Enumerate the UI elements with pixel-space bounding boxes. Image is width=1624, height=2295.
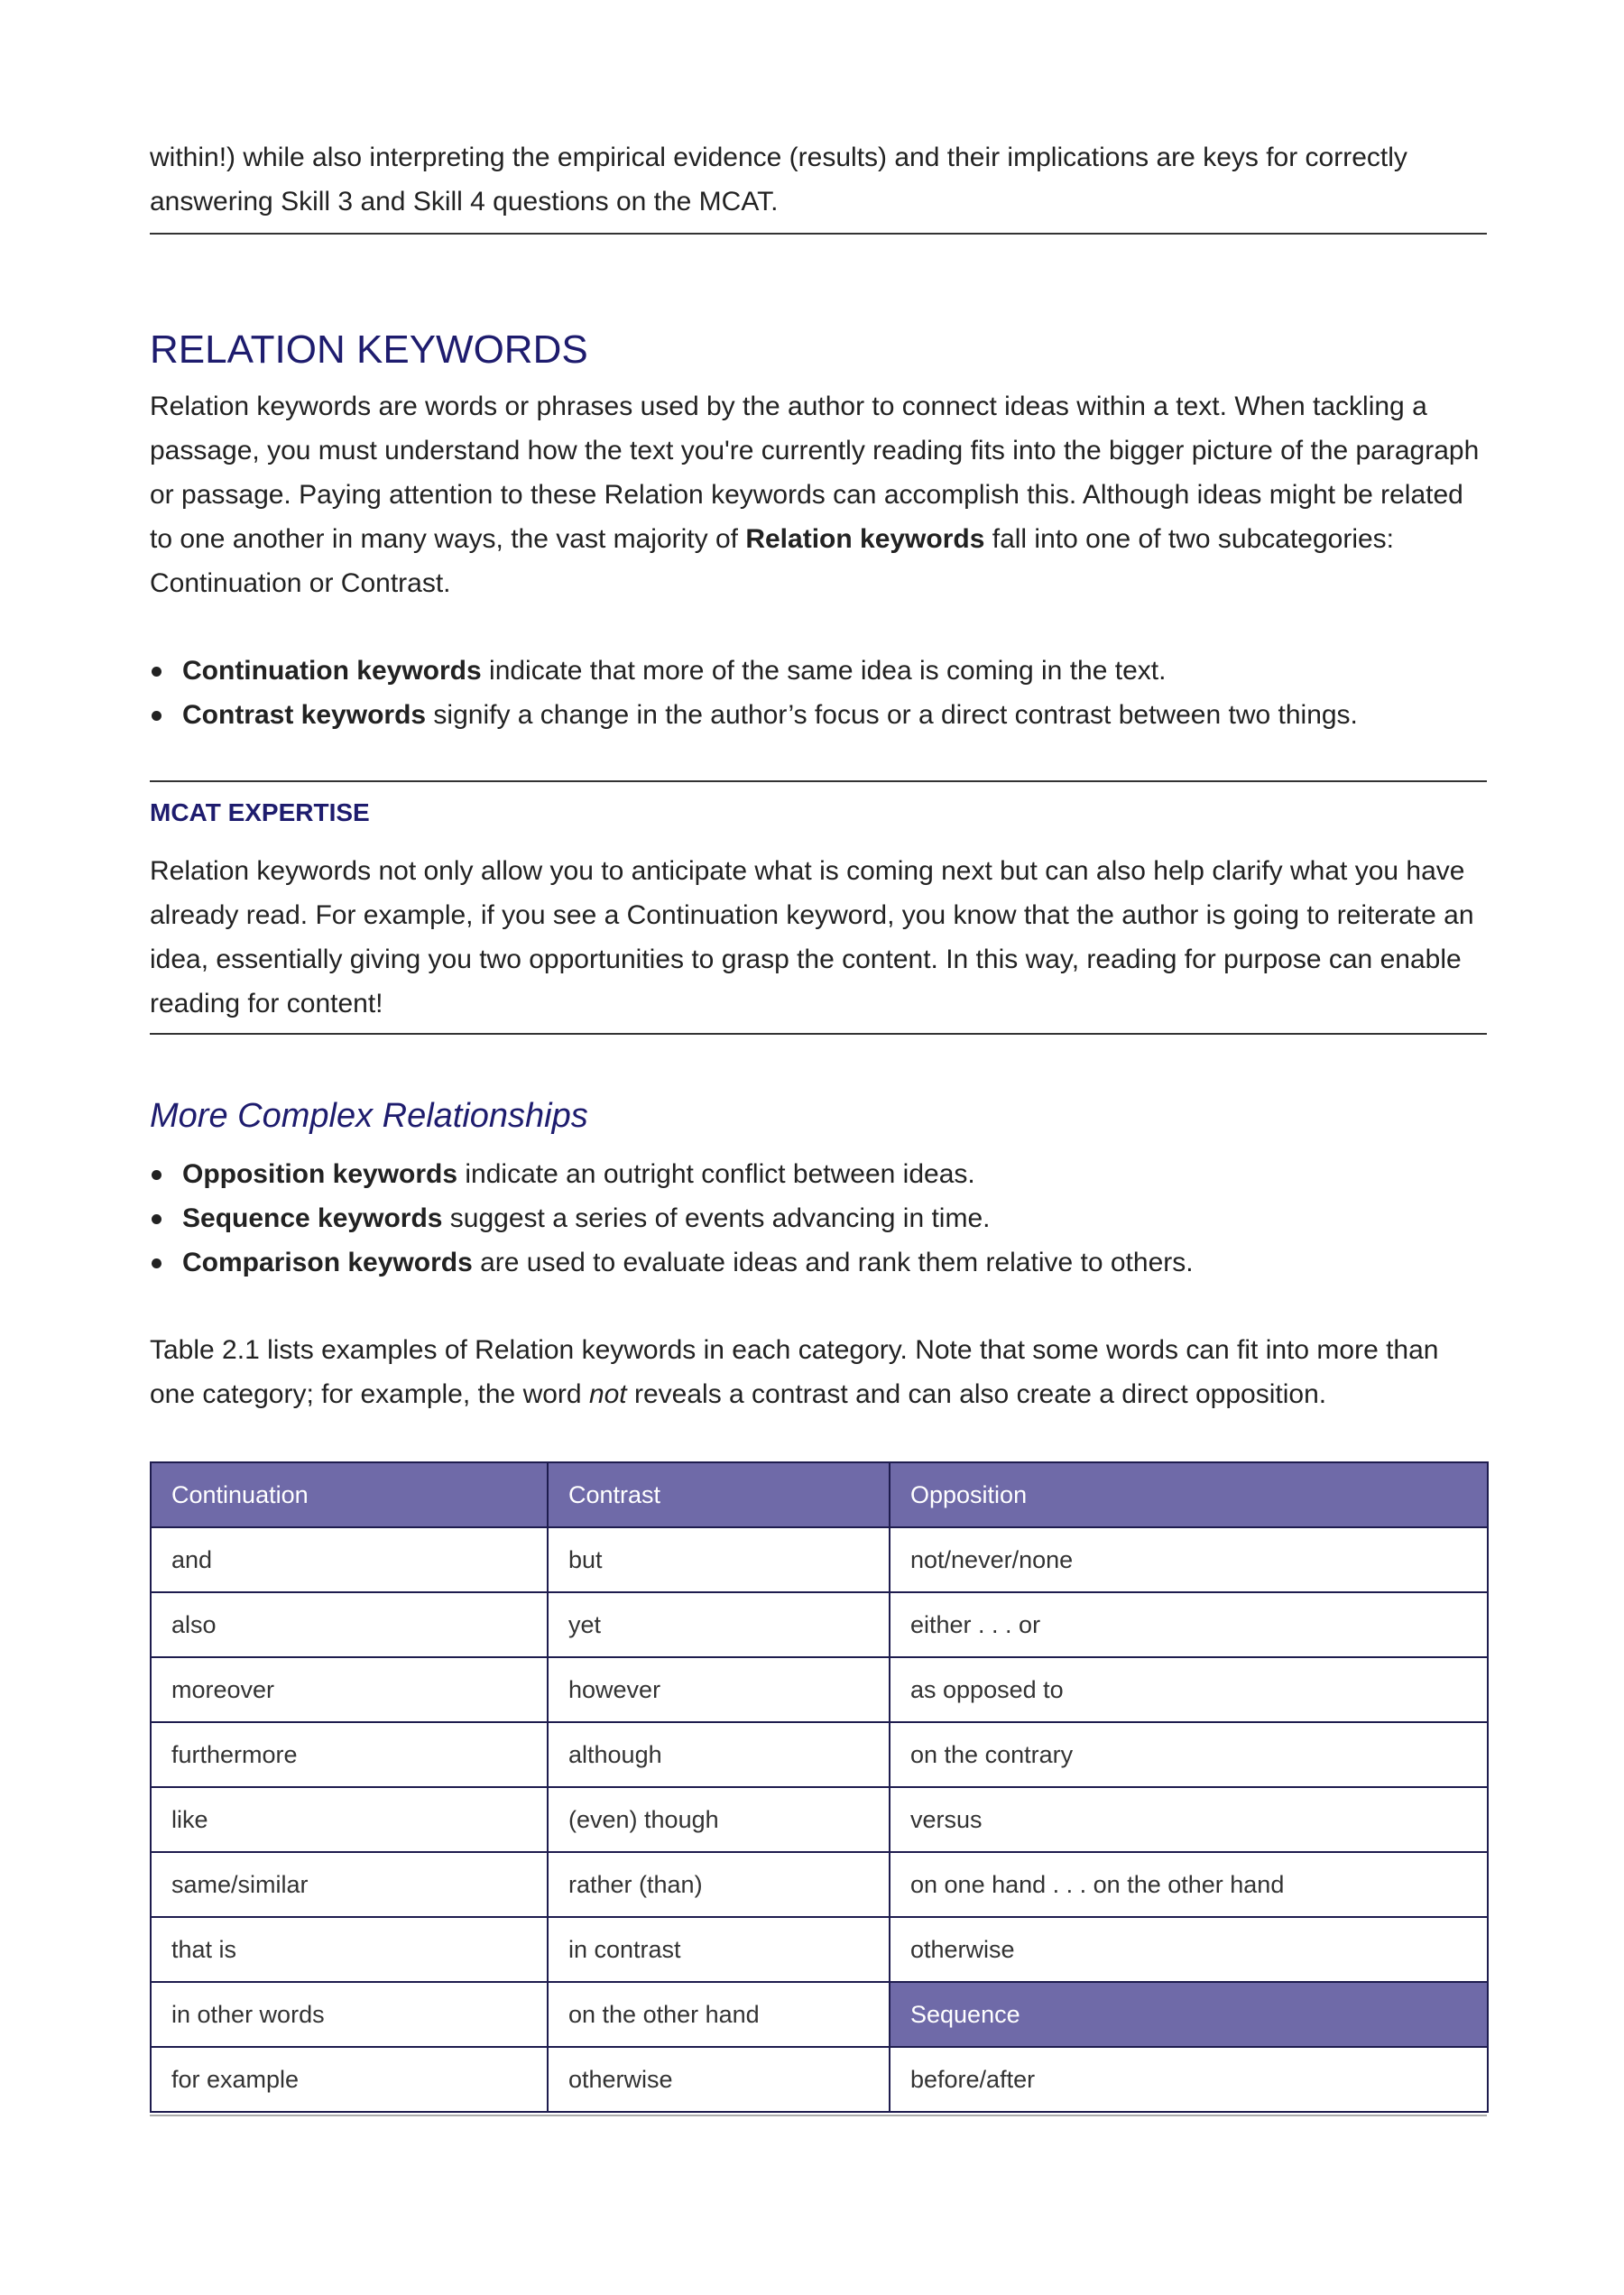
table-header-cell: Contrast [548, 1462, 890, 1527]
expertise-paragraph: Relation keywords not only allow you to anticipate what is coming next but can also help clarify what you have already read. For example, if you see a Continuation keyword, you know that the author is going to reiterate an idea, essentially giving you two opportunities to grasp the content. In this way, reading for purpose can enable reading for content! [150, 856, 1474, 1018]
table-cell: that is [151, 1917, 548, 1982]
table-cell: moreover [151, 1657, 548, 1722]
table-cell: furthermore [151, 1722, 548, 1787]
table-cell: as opposed to [890, 1657, 1488, 1722]
table-intro-paragraph [150, 1328, 1487, 1416]
table-cell: like [151, 1787, 548, 1852]
table-row [151, 1592, 1488, 1657]
table-cell: however [548, 1657, 890, 1722]
table-intro-text-1: Table 2.1 lists examples of Relation keywords in each category. Note that some words can fit into more than one category; for example, the word [150, 1335, 1439, 1409]
table-subheader-cell-sequence: Sequence [890, 1982, 1488, 2047]
bullet-text: indicate that more of the same idea is coming in the text. [481, 656, 1167, 686]
bullet-text: indicate an outright conflict between ideas. [457, 1159, 975, 1189]
table-cell: on one hand . . . on the other hand [890, 1852, 1488, 1917]
table-cell: although [548, 1722, 890, 1787]
table-cell: rather (than) [548, 1852, 890, 1917]
bullet-term: Continuation keywords [182, 656, 482, 686]
table-row [151, 1527, 1488, 1592]
subsection-heading-complex: More Complex Relationships [150, 1097, 588, 1135]
relation-paragraph-text-1: Relation keywords are words or phrases used by the author to connect ideas within a text. When tackling a passage, you must understand how the text you're currently reading fits into the bigger picture of the paragraph or passage. Paying attention to these Relation keywords can accomplish this. Although ideas might be related to one another in many ways, the vast majority of [150, 392, 1480, 554]
table-row [151, 1982, 1488, 2047]
bullet-contrast [150, 693, 1487, 737]
table-cell: on the contrary [890, 1722, 1488, 1787]
table-intro-text-2: reveals a contrast and can also create a direct opposition. [626, 1379, 1327, 1409]
section-heading-relation-keywords: RELATION KEYWORDS [150, 327, 588, 372]
table-row [151, 1722, 1488, 1787]
bullet-text: suggest a series of events advancing in time. [442, 1203, 991, 1233]
table-intro-italic: not [588, 1379, 627, 1409]
document-page [150, 135, 1487, 2116]
intro-line-2: answering Skill 3 and Skill 4 questions on the MCAT. [150, 187, 779, 217]
relation-keywords-table [150, 1461, 1489, 2113]
table-row [151, 1852, 1488, 1917]
table-row [151, 1657, 1488, 1722]
bullet-text: signify a change in the author’s focus or a direct contrast between two things. [426, 700, 1358, 730]
relation-paragraph-text-2: fall into one of two subcategories: Continuation or Contrast. [150, 524, 1395, 598]
bullet-text: are used to evaluate ideas and rank them relative to others. [472, 1248, 1194, 1277]
expertise-title: MCAT EXPERTISE [150, 798, 370, 826]
table-cell: not/never/none [890, 1527, 1488, 1592]
table-cell: and [151, 1527, 548, 1592]
complex-bullet-list [150, 1152, 1487, 1285]
table-cell: otherwise [890, 1917, 1488, 1982]
table-cell: otherwise [548, 2047, 890, 2112]
table-cell: yet [548, 1592, 890, 1657]
table-bottom-rule [150, 2115, 1487, 2116]
table-cell: either . . . or [890, 1592, 1488, 1657]
table-cell: (even) though [548, 1787, 890, 1852]
divider-rule [150, 233, 1487, 235]
table-row [151, 1917, 1488, 1982]
intro-paragraph [150, 135, 1487, 224]
relation-paragraph [150, 384, 1487, 605]
bullet-sequence [150, 1196, 1487, 1240]
table-cell: versus [890, 1787, 1488, 1852]
bullet-term: Contrast keywords [182, 700, 427, 730]
table-cell: but [548, 1527, 890, 1592]
bullet-term: Comparison keywords [182, 1248, 473, 1277]
relation-bullet-list [150, 649, 1487, 737]
expertise-top-rule [150, 780, 1487, 782]
bullet-term: Sequence keywords [182, 1203, 443, 1233]
table-cell: same/similar [151, 1852, 548, 1917]
bullet-opposition [150, 1152, 1487, 1196]
table-cell: also [151, 1592, 548, 1657]
table-cell: in other words [151, 1982, 548, 2047]
table-header-cell: Continuation [151, 1462, 548, 1527]
expertise-bottom-rule [150, 1033, 1487, 1035]
table-header-row [151, 1462, 1488, 1527]
table-cell: in contrast [548, 1917, 890, 1982]
bullet-term: Opposition keywords [182, 1159, 458, 1189]
bullet-comparison [150, 1240, 1487, 1285]
table-cell: for example [151, 2047, 548, 2112]
table-row [151, 2047, 1488, 2112]
bullet-continuation [150, 649, 1487, 693]
table-cell: before/after [890, 2047, 1488, 2112]
table-cell: on the other hand [548, 1982, 890, 2047]
table-header-cell: Opposition [890, 1462, 1488, 1527]
table-row [151, 1787, 1488, 1852]
relation-paragraph-bold: Relation keywords [745, 524, 985, 554]
intro-line-1: within!) while also interpreting the empirical evidence (results) and their implications are keys for correctly [150, 143, 1407, 172]
